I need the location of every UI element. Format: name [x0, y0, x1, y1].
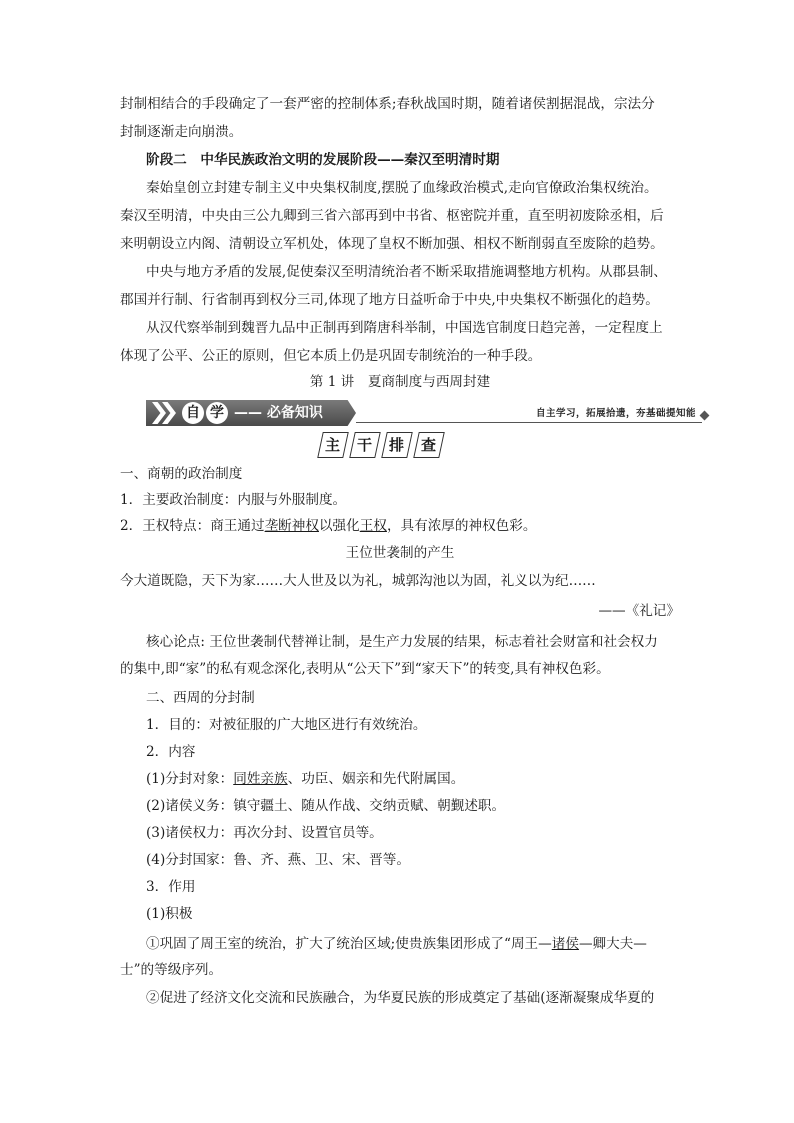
sec2-effect-2: ②促进了经济文化交流和民族融合，为华夏民族的形成奠定了基础(逐渐凝聚成华夏的	[146, 990, 655, 1006]
sec2-sub-4: (4)分封国家：鲁、齐、燕、卫、宋、晋等。	[146, 852, 410, 868]
banner-char-2: 学	[206, 402, 228, 424]
sec1-item-2-middle: 以强化	[318, 518, 360, 534]
intro-line-2: 封制逐渐走向崩溃。	[120, 124, 243, 140]
sec2-effect-1-line-2: 士”的等级序列。	[120, 962, 223, 978]
sec2-item-1: 1．目的：对被征服的广大地区进行有效统治。	[146, 717, 427, 733]
sec1-item-2-prefix: 2．王权特点：商王通过	[120, 518, 265, 534]
stage2-p2-line-2: 郡国并行制、行省制再到权分三司,体现了地方日益听命于中央,中央集权不断强化的趋势。	[120, 292, 659, 308]
sec1-core-line-1: 核心论点: 王位世袭制代替禅让制，是生产力发展的结果，标志着社会财富和社会权力	[146, 634, 658, 650]
stage2-p1-line-3: 来明朝设立内阁、清朝设立军机处，体现了皇权不断加强、相权不断削弱直至废除的趋势。	[120, 236, 664, 252]
sec2-sub-3: (3)诸侯权力：再次分封、设置官员等。	[146, 825, 383, 841]
stage2-p2-line-1: 中央与地方矛盾的发展,促使秦汉至明清统治者不断采取措施调整地方机构。从郡县制、	[146, 264, 667, 280]
sec2-heading: 二、西周的分封制	[146, 690, 255, 706]
lecture-title: 第 1 讲 夏商制度与西周封建	[309, 374, 491, 390]
stage2-heading: 阶段二 中华民族政治文明的发展阶段——秦汉至明清时期	[146, 152, 500, 168]
sec1-item-2-suffix: ，具有浓厚的神权色彩。	[386, 518, 537, 534]
sec2-effect-1-suffix: —卿大夫—	[578, 936, 647, 952]
sec2-item-2: 2．内容	[146, 744, 196, 760]
sec1-item-2	[120, 516, 680, 536]
boxed-char: 查	[413, 432, 445, 458]
boxed-char: 排	[381, 432, 413, 458]
stage2-p1-line-2: 秦汉至明清，中央由三公九卿到三省六部再到中书省、枢密院并重，直至明初废除丞相，后	[120, 208, 664, 224]
banner-subtitle: 自主学习，拓展拾遗，夯基础提知能	[535, 408, 696, 419]
sec2-sub-2: (2)诸侯义务：镇守疆土、随从作战、交纳贡赋、朝觐述职。	[146, 798, 506, 814]
sec1-item-2-underline-2: 王权	[359, 518, 387, 534]
boxed-title	[320, 432, 442, 462]
sec2-item-3: 3．作用	[146, 879, 196, 895]
banner-divider	[356, 422, 702, 423]
sec2-sub-1	[146, 769, 680, 789]
stage2-p3-line-1: 从汉代察举制到魏晋九品中正制再到隋唐科举制，中国选官制度日趋完善，一定程度上	[146, 320, 663, 336]
boxed-char: 干	[349, 432, 381, 458]
sec1-quote-source: ——《礼记》	[598, 603, 680, 619]
banner-char-1: 自	[182, 402, 204, 424]
diamond-icon	[700, 411, 710, 421]
sec1-core-line-2: 的集中,即“家”的私有观念深化,表明从“公天下”到“家天下”的转变,具有神权色彩。	[120, 661, 610, 677]
sec1-quote: 今大道既隐，天下为家……大人世及以为礼，城郭沟池以为固，礼义以为纪……	[120, 573, 596, 589]
banner-title: —— 必备知识	[234, 405, 323, 421]
stage2-p3-line-2: 体现了公平、公正的原则，但它本质上仍是巩固专制统治的一种手段。	[120, 348, 542, 364]
sec1-subtitle: 王位世袭制的产生	[345, 545, 455, 561]
stage2-p1-line-1: 秦始皇创立封建专制主义中央集权制度,摆脱了血缘政治模式,走向官僚政治集权统治。	[146, 180, 658, 196]
sec1-heading: 一、商朝的政治制度	[120, 466, 243, 482]
intro-line-1: 封制相结合的手段确定了一套严密的控制体系;春秋战国时期，随着诸侯割据混战，宗法分	[120, 96, 655, 112]
sec2-sub-1-underline: 同姓亲族	[233, 771, 288, 787]
section-banner	[146, 398, 708, 428]
sec2-effect-1-prefix: ①巩固了周王室的统治，扩大了统治区域;使贵族集团形成了“周王—	[146, 936, 552, 952]
sec2-positive: (1)积极	[146, 906, 193, 922]
boxed-char: 主	[317, 432, 349, 458]
sec2-effect-1	[146, 934, 680, 954]
sec1-item-1: 1．主要政治制度：内服与外服制度。	[120, 492, 347, 508]
sec1-item-2-underline-1: 垄断神权	[264, 518, 319, 534]
sec2-sub-1-suffix: 、功臣、姻亲和先代附属国。	[287, 771, 465, 787]
sec2-sub-1-prefix: (1)分封对象：	[146, 771, 234, 787]
sec2-effect-1-underline: 诸侯	[551, 936, 579, 952]
